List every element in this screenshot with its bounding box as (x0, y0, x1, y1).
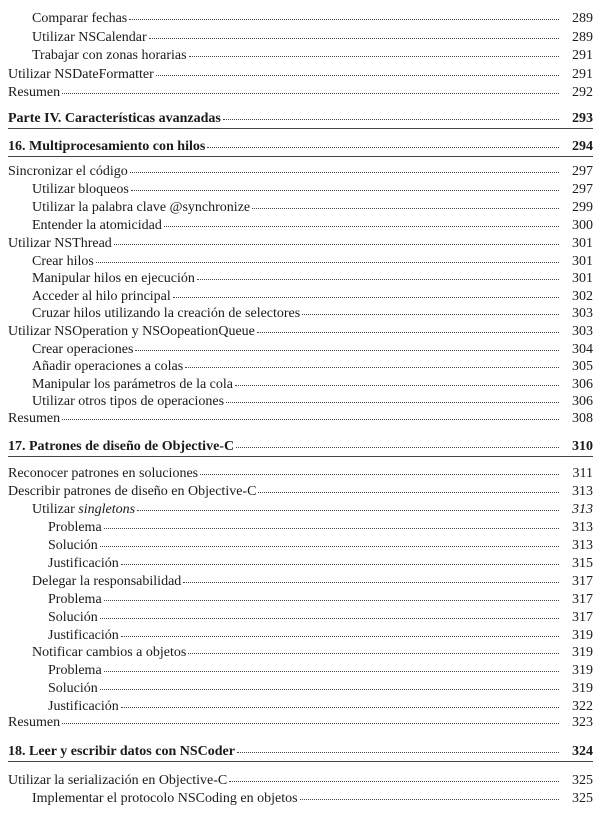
toc-entry (0, 680, 600, 697)
leader-dots (62, 419, 559, 420)
leader-dots (258, 492, 559, 493)
leader-dots (114, 244, 559, 245)
toc-entry-page: 291 (572, 48, 593, 63)
toc-entry (0, 519, 600, 536)
leader-dots (62, 723, 559, 724)
toc-entry (0, 163, 600, 180)
leader-dots (185, 367, 559, 368)
toc-entry-title: Utilizar NSCalendar (32, 30, 147, 45)
chapter-heading (0, 138, 600, 155)
toc-entry (0, 465, 600, 482)
toc-entry (0, 483, 600, 500)
leader-dots (164, 226, 559, 227)
toc-entry-page: 292 (572, 85, 593, 100)
toc-entry-title: Problema (48, 592, 102, 607)
toc-entry (0, 10, 600, 27)
toc-entry-page: 313 (572, 538, 593, 553)
leader-dots (200, 474, 559, 475)
toc-entry-title: Solución (48, 681, 98, 696)
toc-entry-title: Justificación (48, 699, 119, 714)
toc-entry (0, 662, 600, 679)
toc-entry-title: Crear operaciones (32, 342, 134, 357)
toc-entry-page: 317 (572, 592, 593, 607)
toc-entry-page: 302 (572, 289, 593, 304)
toc-entry (0, 714, 600, 731)
leader-dots (100, 689, 559, 690)
section-rule (8, 456, 593, 457)
section-rule (8, 156, 593, 157)
leader-dots (137, 510, 559, 511)
toc-entry-title: Entender la atomicidad (32, 218, 162, 233)
chapter-page: 310 (572, 439, 593, 454)
toc-entry (0, 66, 600, 83)
toc-entry (0, 790, 600, 807)
leader-dots (236, 447, 559, 448)
toc-entry-title: Crear hilos (32, 254, 94, 269)
toc-entry-page: 325 (572, 773, 593, 788)
toc-entry-page: 303 (572, 306, 593, 321)
toc-entry-page: 297 (572, 182, 593, 197)
toc-entry (0, 772, 600, 789)
toc-entry (0, 217, 600, 234)
toc-entry-title: Justificación (48, 628, 119, 643)
part-title: Parte IV. Características avanzadas (8, 111, 221, 126)
toc-entry-title: Trabajar con zonas horarias (32, 48, 187, 63)
toc-entry-title: Justificación (48, 556, 119, 571)
leader-dots (100, 546, 559, 547)
leader-dots (121, 707, 559, 708)
toc-entry-page: 304 (572, 342, 593, 357)
toc-entry-title: Resumen (8, 411, 61, 426)
leader-dots (188, 653, 559, 654)
toc-entry-page: 311 (572, 466, 593, 481)
leader-dots (235, 385, 559, 386)
toc-entry-page: 297 (572, 164, 593, 179)
leader-dots (104, 528, 559, 529)
toc-entry-page: 317 (572, 574, 593, 589)
chapter-title: 16. Multiprocesamiento con hilos (8, 139, 206, 154)
toc-entry (0, 358, 600, 375)
leader-dots (62, 93, 559, 94)
leader-dots (197, 279, 559, 280)
toc-entry-title: Añadir operaciones a colas (32, 359, 184, 374)
toc-entry-page: 319 (572, 645, 593, 660)
toc-entry-page: 319 (572, 628, 593, 643)
leader-dots (302, 314, 559, 315)
toc-entry-page: 301 (572, 254, 593, 269)
leader-dots (183, 582, 559, 583)
toc-entry-title: Utilizar NSOperation y NSOopeationQueue (8, 324, 255, 339)
toc-entry-title: Utilizar singletons (32, 502, 136, 517)
chapter-page: 294 (572, 139, 593, 154)
leader-dots (156, 75, 559, 76)
toc-entry-title: Delegar la responsabilidad (32, 574, 182, 589)
toc-entry-title: Comparar fechas (32, 11, 128, 26)
toc-entry (0, 181, 600, 198)
toc-entry (0, 410, 600, 427)
leader-dots (130, 172, 559, 173)
toc-entry-title: Utilizar NSThread (8, 236, 112, 251)
leader-dots (237, 752, 559, 753)
chapter-heading (0, 438, 600, 455)
toc-entry-page: 315 (572, 556, 593, 571)
toc-entry-page: 289 (572, 11, 593, 26)
toc-entry-title-emphasis: singletons (78, 502, 136, 517)
toc-entry (0, 253, 600, 270)
toc-entry (0, 501, 600, 518)
toc-entry-title: Reconocer patrones en soluciones (8, 466, 199, 481)
toc-entry-page: 303 (572, 324, 593, 339)
chapter-title: 18. Leer y escribir datos con NSCoder (8, 744, 235, 759)
toc-entry-page: 319 (572, 681, 593, 696)
toc-entry (0, 609, 600, 626)
toc-entry-page: 300 (572, 218, 593, 233)
toc-entry-title: Utilizar la palabra clave @synchronize (32, 200, 251, 215)
toc-entry-title: Solución (48, 610, 98, 625)
toc-entry-page: 308 (572, 411, 593, 426)
toc-entry (0, 235, 600, 252)
section-rule (8, 128, 593, 129)
leader-dots (104, 671, 559, 672)
toc-entry-page: 325 (572, 791, 593, 806)
toc-entry-page: 319 (572, 663, 593, 678)
leader-dots (100, 618, 559, 619)
toc-entry-title: Describir patrones de diseño en Objective-C (8, 484, 257, 499)
toc-entry-page: 313 (572, 502, 593, 517)
leader-dots (189, 56, 559, 57)
toc-entry-page: 322 (572, 699, 593, 714)
part-page: 293 (572, 111, 593, 126)
leader-dots (229, 781, 559, 782)
toc-entry (0, 305, 600, 322)
leader-dots (223, 119, 559, 120)
toc-entry-title: Implementar el protocolo NSCoding en objetos (32, 791, 298, 806)
toc-entry (0, 288, 600, 305)
toc-entry-title: Utilizar la serialización en Objective-C (8, 773, 228, 788)
toc-entry (0, 47, 600, 64)
toc-entry-title: Problema (48, 520, 102, 535)
toc-entry-title: Notificar cambios a objetos (32, 645, 187, 660)
leader-dots (131, 190, 559, 191)
section-rule (8, 761, 593, 762)
toc-entry-page: 291 (572, 67, 593, 82)
toc-entry-page: 317 (572, 610, 593, 625)
leader-dots (149, 38, 559, 39)
toc-entry-title: Resumen (8, 715, 61, 730)
toc-entry-title: Utilizar bloqueos (32, 182, 129, 197)
toc-entry-title: Cruzar hilos utilizando la creación de selectores (32, 306, 301, 321)
leader-dots (226, 402, 559, 403)
leader-dots (121, 564, 559, 565)
toc-entry (0, 698, 600, 715)
toc-entry-title: Problema (48, 663, 102, 678)
toc-entry-title: Manipular hilos en ejecución (32, 271, 195, 286)
toc-entry-page: 313 (572, 520, 593, 535)
toc-entry (0, 644, 600, 661)
toc-entry-title: Resumen (8, 85, 61, 100)
toc-entry-page: 289 (572, 30, 593, 45)
toc-entry (0, 627, 600, 644)
toc-entry-title: Utilizar otros tipos de operaciones (32, 394, 225, 409)
toc-entry (0, 573, 600, 590)
toc-entry (0, 341, 600, 358)
leader-dots (96, 262, 559, 263)
chapter-heading (0, 743, 600, 760)
toc-entry-page: 313 (572, 484, 593, 499)
toc-entry-page: 306 (572, 377, 593, 392)
toc-entry-title: Sincronizar el código (8, 164, 128, 179)
toc-entry (0, 270, 600, 287)
toc-entry-title: Acceder al hilo principal (32, 289, 171, 304)
leader-dots (135, 350, 559, 351)
toc-entry (0, 591, 600, 608)
chapter-title: 17. Patrones de diseño de Objective-C (8, 439, 235, 454)
toc-entry-page: 301 (572, 271, 593, 286)
toc-entry-page: 306 (572, 394, 593, 409)
toc-entry-title: Solución (48, 538, 98, 553)
toc-entry (0, 393, 600, 410)
leader-dots (104, 600, 559, 601)
toc-entry (0, 323, 600, 340)
leader-dots (252, 208, 559, 209)
toc-entry (0, 555, 600, 572)
toc-entry-page: 299 (572, 200, 593, 215)
toc-entry (0, 537, 600, 554)
toc-entry (0, 199, 600, 216)
toc-entry (0, 29, 600, 46)
toc-entry-page: 323 (572, 715, 593, 730)
leader-dots (300, 799, 559, 800)
leader-dots (207, 147, 559, 148)
part-heading (0, 110, 600, 127)
toc-entry-title: Utilizar NSDateFormatter (8, 67, 154, 82)
leader-dots (129, 19, 559, 20)
leader-dots (173, 297, 559, 298)
leader-dots (257, 332, 559, 333)
leader-dots (121, 636, 559, 637)
toc-entry (0, 84, 600, 101)
toc-entry-page: 305 (572, 359, 593, 374)
toc-entry-page: 301 (572, 236, 593, 251)
toc-entry (0, 376, 600, 393)
toc-entry-title: Manipular los parámetros de la cola (32, 377, 233, 392)
chapter-page: 324 (572, 744, 593, 759)
